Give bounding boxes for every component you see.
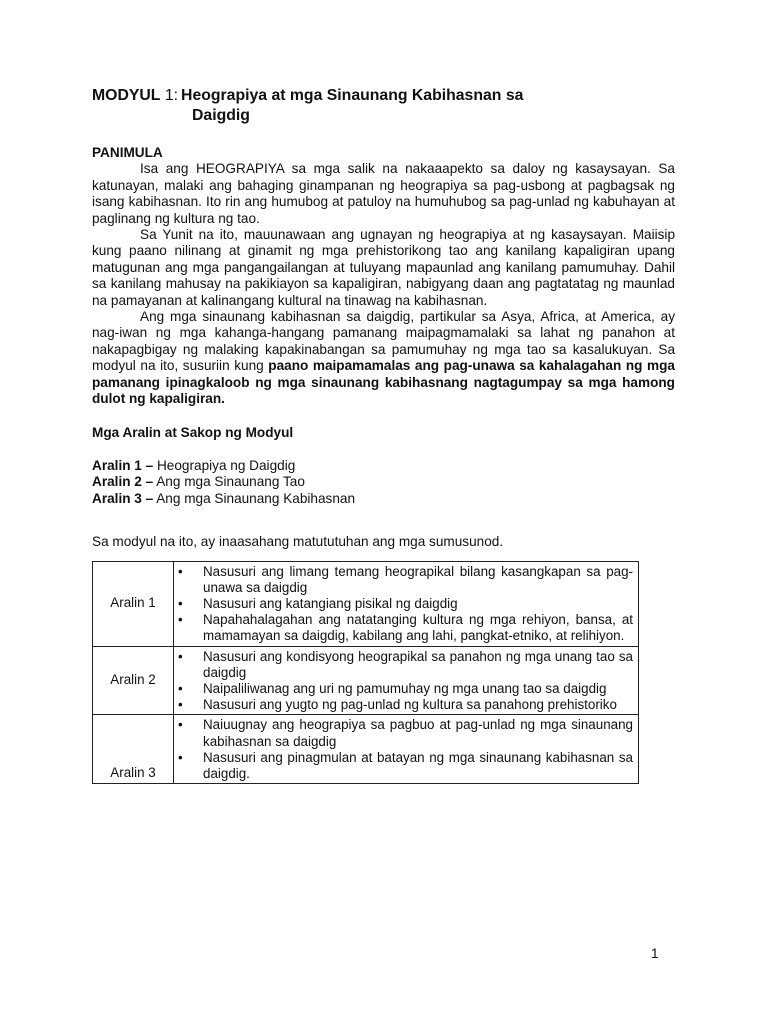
intro-paragraph-3 [92,309,675,407]
objectives-list [174,647,638,715]
lesson-title: Ang mga Sinaunang Tao [156,474,305,490]
lesson-cell: Aralin 2 [93,646,174,715]
objective-item: • Nasusuri ang yugto ng pag-unlad ng kultura sa panahong prehistoriko [178,697,633,713]
table-row [93,715,639,784]
objective-item: • Naipaliliwanag ang uri ng pamumuhay ng mga unang tao sa daigdig [178,681,633,697]
lesson-title: Heograpiya ng Daigdig [156,457,296,473]
module-title [92,86,675,106]
page-number: 1 [651,946,659,961]
table-row [93,646,639,715]
objectives-list [174,562,638,646]
module-label: MODYUL [92,87,161,104]
objectives-cell [174,561,639,646]
objective-item: • Naiuugnay ang heograpiya sa pagbuo at pag-unlad ng mga sinaunang kabihasnan sa daigdig [178,717,633,749]
objectives-list [174,715,638,783]
objective-item: • Nasusuri ang katangiang pisikal ng daigdig [178,596,633,612]
objectives-table [92,561,639,785]
intro-paragraph-3-text: Ang mga sinaunang kabihasnan sa daigdig, partikular sa Asya, Africa, at America, ay nag-iwan ng mga kahanga-hangang pamanang maipagmamalaki sa lahat ng panahon at nakapagbigay ng malaking kapakinabangan sa pamumuhay ng mga tao sa kasalukuyan. Sa modyul na ito, susuriin kung [92,309,675,374]
lesson-list-item [92,458,675,474]
lesson-list-item [92,474,675,490]
module-number: 1: [164,87,179,104]
intro-paragraph-2: Sa Yunit na ito, mauunawaan ang ugnayan ng heograpiya at ng kasaysayan. Maiisip kung paano nilinang at ginamit ng mga prehistorikong tao ang kanilang kapaligiran upang matugunan ang mga pangangailangan at tuluyang mapaunlad ang kanilang pamumuhay. Dahil sa kanilang mahusay na pakikiayon sa kapaligiran, nabigyang daan ang pagtatatag ng maunlad na pamayanan at kalinangang kultural na tinawag na kabihasnan. [92,227,675,308]
objectives-cell [174,646,639,715]
objective-item: • Napahahalagahan ang natatanging kultura ng mga rehiyon, bansa, at mamamayan sa daigdig, kabilang ang lahi, pangkat-etniko, at relihiyon. [178,612,633,644]
objective-item: • Nasusuri ang pinagmulan at batayan ng mga sinaunang kabihasnan sa daigdig. [178,750,633,782]
intro-paragraph-3-emphasis: paano maipamamalas ang pag-unawa sa kahalagahan ng mga pamanang ipinagkaloob ng mga sinaunang kabihasnang nagtagumpay sa mga hamong dulot ng kapaligiran. [92,358,675,407]
document-page [92,86,675,784]
lesson-cell: Aralin 3 [93,715,174,784]
objectives-cell [174,715,639,784]
module-title-line-2: Daigdig [192,106,250,124]
module-title-line-1: Heograpiya at mga Sinaunang Kabihasnan sa [181,87,524,104]
lesson-list-item [92,491,675,507]
scope-heading: Mga Aralin at Sakop ng Modyul [92,424,294,440]
objective-item: • Nasusuri ang kondisyong heograpikal sa panahon ng mga unang tao sa daigdig [178,649,633,681]
lesson-list [92,458,675,507]
objectives-intro: Sa modyul na ito, ay inaasahang matututuhan ang mga sumusunod. [92,534,504,550]
intro-heading: PANIMULA [92,145,163,160]
lesson-label: Aralin 2 – [92,474,154,490]
lesson-cell: Aralin 1 [93,561,174,646]
table-row [93,561,639,646]
intro-paragraph-1: Isa ang HEOGRAPIYA sa mga salik na nakaaapekto sa daloy ng kasaysayan. Sa katunayan, malaki ang bahaging ginampanan ng heograpiya sa pag-usbong at pagbagsak ng isang kabihasnan. Ito rin ang humubog at patuloy na humuhubog sa pag-unlad ng kabuhayan at paglinang ng kultura ng tao. [92,161,675,226]
objective-item: • Nasusuri ang limang temang heograpikal bilang kasangkapan sa pag-unawa sa daigdig [178,564,633,596]
lesson-label: Aralin 1 – [92,457,154,473]
lesson-title: Ang mga Sinaunang Kabihasnan [156,490,356,506]
lesson-label: Aralin 3 – [92,490,154,506]
